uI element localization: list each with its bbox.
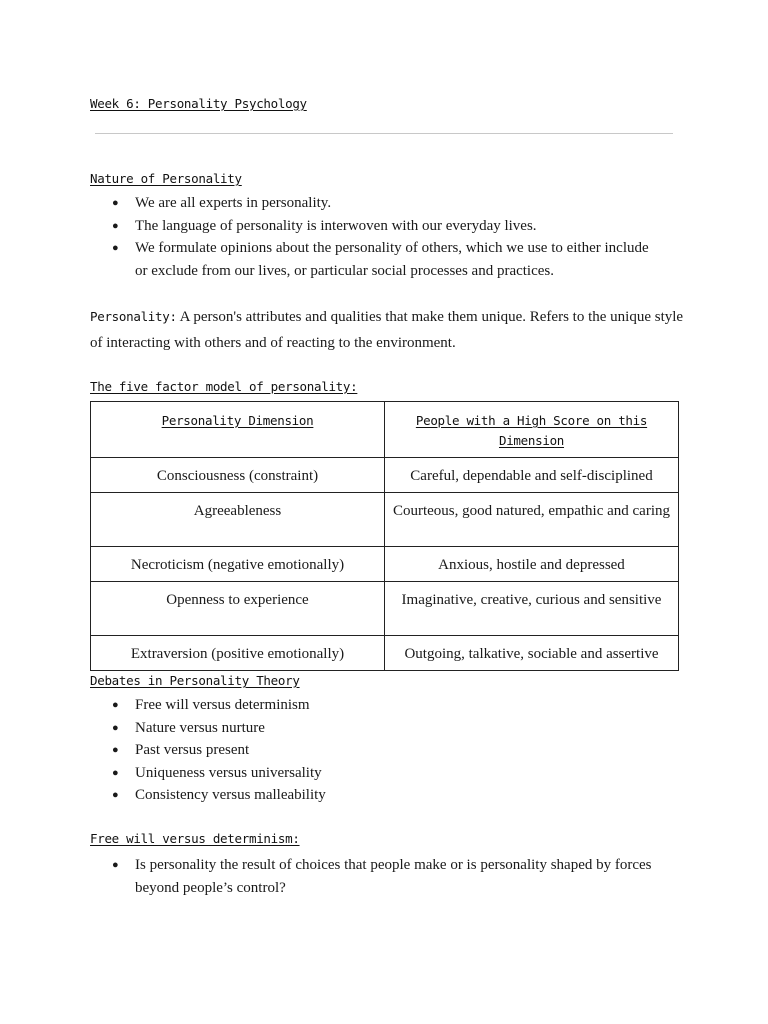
table-cell: Extraversion (positive emotionally) xyxy=(91,636,385,671)
table-cell: Agreeableness xyxy=(91,493,385,547)
list-item: ● Uniqueness versus universality xyxy=(90,762,660,785)
table-row xyxy=(91,547,679,582)
list-item: ● Past versus present xyxy=(90,739,660,762)
five-factor-table xyxy=(90,401,679,671)
definition-term: Personality: xyxy=(90,309,177,324)
table-row xyxy=(91,582,679,636)
debates-heading: Debates in Personality Theory xyxy=(90,673,300,688)
debates-bullet-list xyxy=(90,694,660,807)
table-cell: Consciousness (constraint) xyxy=(91,458,385,493)
title-divider xyxy=(95,133,673,134)
list-item: ● Nature versus nurture xyxy=(90,717,660,740)
table-cell: Courteous, good natured, empathic and caring xyxy=(385,493,679,547)
column-header-label: People with a High Score on this Dimension xyxy=(415,413,648,448)
table-row xyxy=(91,493,679,547)
list-item: ● Is personality the result of choices that people make or is personality shaped by forces beyond people’s control? xyxy=(90,854,660,899)
table-cell: Anxious, hostile and depressed xyxy=(385,547,679,582)
table-header-row xyxy=(91,402,679,458)
list-item: ● We are all experts in personality. xyxy=(90,192,660,215)
column-header-label: Personality Dimension xyxy=(161,413,314,428)
personality-definition xyxy=(90,304,690,356)
column-header xyxy=(91,402,385,458)
freewill-heading: Free will versus determinism: xyxy=(90,831,300,846)
freewill-bullet-list xyxy=(90,854,660,899)
nature-bullet-list xyxy=(90,192,660,282)
document-title: Week 6: Personality Psychology xyxy=(90,96,307,111)
list-item: ● Consistency versus malleability xyxy=(90,784,660,807)
table-cell: Necroticism (negative emotionally) xyxy=(91,547,385,582)
table-row xyxy=(91,458,679,493)
table-cell: Imaginative, creative, curious and sensitive xyxy=(385,582,679,636)
table-cell: Careful, dependable and self-disciplined xyxy=(385,458,679,493)
list-item: ● We formulate opinions about the personality of others, which we use to either include or exclude from our lives, or particular social processes and practices. xyxy=(90,237,660,282)
list-item: ● The language of personality is interwoven with our everyday lives. xyxy=(90,215,660,238)
nature-heading: Nature of Personality xyxy=(90,171,242,186)
table-row xyxy=(91,636,679,671)
table-cell: Outgoing, talkative, sociable and assertive xyxy=(385,636,679,671)
table-cell: Openness to experience xyxy=(91,582,385,636)
definition-text: A person's attributes and qualities that make them unique. Refers to the unique style of interacting with others and of reacting to the environment. xyxy=(90,309,684,351)
column-header xyxy=(385,402,679,458)
five-factor-heading: The five factor model of personality: xyxy=(90,379,358,394)
list-item: ● Free will versus determinism xyxy=(90,694,660,717)
